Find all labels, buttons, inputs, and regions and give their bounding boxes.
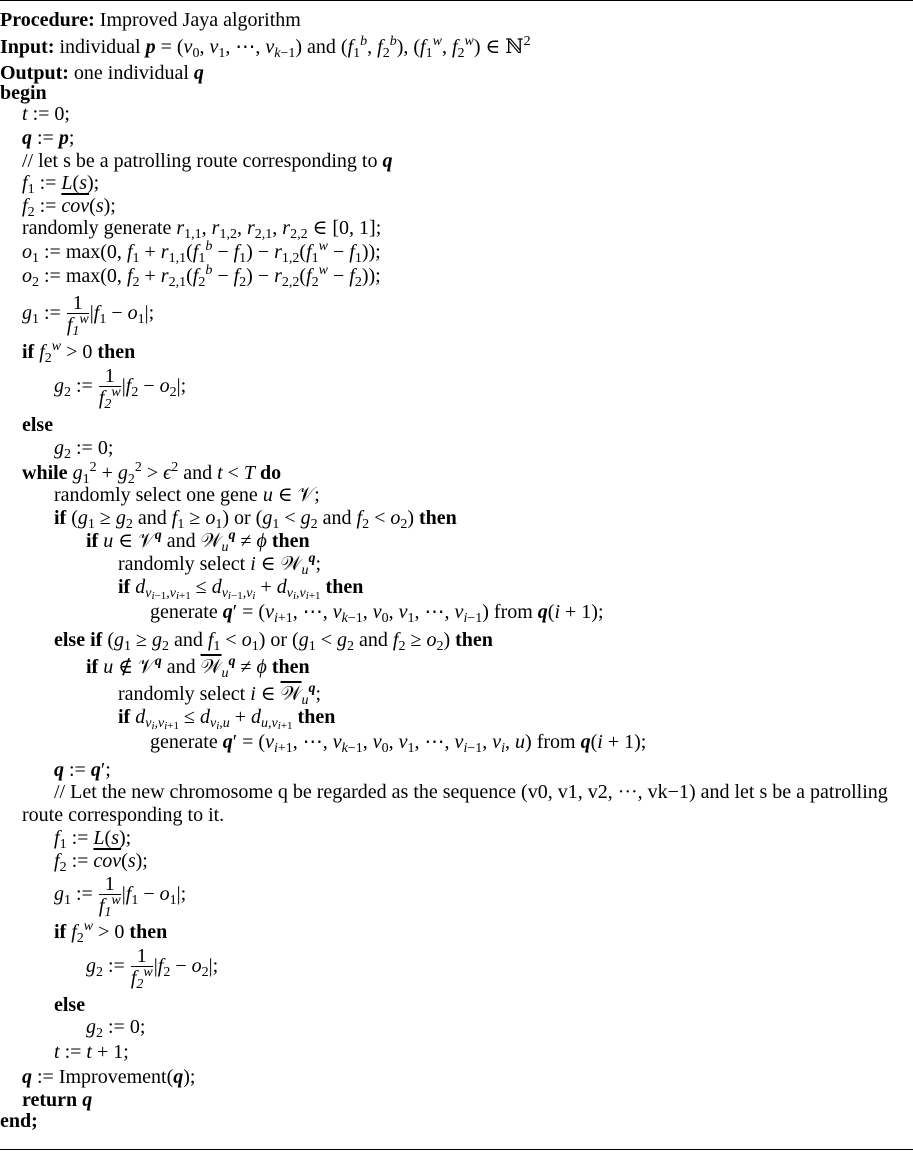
output-text: one individual (73, 62, 189, 84)
kw-if: if (86, 656, 99, 678)
if-f2w-2: if $f_2^w > 0$ then (54, 919, 168, 946)
if-u-not-in-vq: if u ∉ 𝒱$^q$ and 𝒲$_u^q$ ≠ ϕ then (86, 654, 310, 681)
else-if-condition: else if ($g_1 \ge g_2$ and $f_1 < o_1$) or ($g_1 < g_2$ and $f_2 \ge o_2$) then (54, 629, 493, 654)
stmt-generate-2: generate $q' = (v_{i+1}$, ⋯, $v_{k-1}$, $v_0$, $v_1$, ⋯, $v_{i-1}$, $v_i$, u) from q(i + 1); (150, 731, 647, 756)
generate-text: generate (150, 601, 218, 623)
procedure-label: Procedure: (0, 9, 95, 31)
comment-2-text: // Let the new chromosome q be regarded as the sequence (v0, v1, v2, ···, vk−1) and let s be a patrolling route corresponding to it. (22, 781, 888, 826)
end-keyword: end; (0, 1110, 38, 1132)
from-text: from (536, 731, 576, 753)
comment-chromosome (22, 781, 910, 827)
kw-if: if (54, 921, 67, 943)
and-text: and (173, 629, 203, 651)
stmt-f2-2: $f_2$ := $\overline{cov}(s)$; (54, 850, 148, 875)
kw-then: then (325, 576, 364, 598)
begin-keyword: begin (0, 82, 47, 104)
stmt-f2: $f_2$ := $\overline{cov}(s)$; (22, 195, 116, 220)
stmt-return: return q (22, 1089, 93, 1111)
stmt-improvement: q := Improvement(q); (22, 1066, 196, 1088)
stmt-o2: $o_2$ := max(0, $f_2 + r_{2,1}(f_2^b - f_2) - r_{2,2}(f_2^w - f_2)$); (22, 263, 381, 290)
kw-if: if (54, 507, 67, 529)
kw-then: then (297, 706, 336, 728)
if-distance-1: if $d_{v_{i-1},v_{i+1}} \le d_{v_{i-1},v_i} + d_{v_i,v_{i+1}}$ then (118, 576, 364, 602)
output-label: Output: (0, 62, 69, 84)
stmt-f1-2: $f_1$ := L(s); (54, 827, 132, 852)
stmt-random-r: randomly generate $r_{1,1}$, $r_{1,2}$, $r_{2,1}$, $r_{2,2}$ ∈ [0, 1]; (22, 217, 382, 242)
stmt-g2: $g_2$ := $\frac{1}{f_2^w}$ $|f_2 - o_2|$; (54, 365, 187, 412)
improvement-text: Improvement (58, 1066, 167, 1088)
kw-then: then (97, 341, 136, 363)
select-text: randomly select (118, 553, 246, 575)
output-line: Output: one individual q (0, 62, 204, 84)
if-u-in-vq: if u ∈ 𝒱$^q$ and 𝒲$_u^q$ ≠ ϕ then (86, 528, 310, 555)
stmt-q-assign: q := p; (22, 127, 75, 149)
stmt-g1: $g_1$ := $\frac{1}{f_1^w}$ $|f_1 - o_1|$; (22, 292, 155, 339)
comment-text: // let s be a patrolling route corresponding to (22, 150, 378, 172)
stmt-t-increment: t := t + 1; (54, 1041, 129, 1063)
or-text: or (233, 507, 251, 529)
if-distance-2: if $d_{v_i,v_{i+1}} \le d_{v_i,u} + d_{u,v_{i+1}}$ then (118, 706, 336, 732)
kw-if: if (86, 530, 99, 552)
and-text: and (166, 656, 196, 678)
kw-else-if: else if (54, 629, 103, 651)
stmt-generate-1: generate $q' = (v_{i+1}$, ⋯, $v_{k-1}$, $v_0$, $v_1$, ⋯, $v_{i-1}$) from q(i + 1); (150, 601, 604, 626)
and-text: and (183, 462, 213, 484)
kw-then: then (271, 530, 310, 552)
and-text: and (166, 530, 196, 552)
input-line: Input: individual $p = (v_0$, $v_1$, ⋯, $v_{k-1}$) and ($f_1^b$, $f_2^b$), ($f_1^w$, $f_2^w$) ∈ ℕ$^2$ (0, 34, 531, 61)
from-text: from (493, 601, 533, 623)
procedure-line (0, 9, 301, 31)
top-rule (0, 0, 913, 1)
bottom-rule (0, 1149, 913, 1150)
and-text: and (322, 507, 352, 529)
kw-then: then (271, 656, 310, 678)
input-text: individual (59, 36, 141, 58)
stmt-g2-2: $g_2$ := $\frac{1}{f_2^w}$ $|f_2 - o_2|$; (86, 945, 219, 992)
kw-if: if (118, 576, 131, 598)
stmt-select-i: randomly select i ∈ 𝒲$_u^q$; (118, 551, 322, 578)
select-gene-text: randomly select one gene (54, 484, 258, 506)
kw-else: else (22, 414, 54, 436)
while-loop: while $g_1^2 + g_2^2 > \epsilon^2$ and t < T do (22, 460, 282, 487)
select-text: randomly select (118, 683, 246, 705)
kw-then: then (455, 629, 493, 651)
kw-while: while (22, 462, 68, 484)
stmt-t-init: t := 0; (22, 103, 70, 125)
input-and: and (307, 36, 336, 58)
kw-if: if (118, 706, 131, 728)
stmt-select-gene: randomly select one gene u ∈ 𝒱; (54, 484, 320, 506)
or-text: or (270, 629, 288, 651)
if-condition-1: if ($g_1 \ge g_2$ and $f_1 \ge o_1$) or ($g_1 < g_2$ and $f_2 < o_2$) then (54, 507, 457, 532)
kw-do: do (260, 462, 282, 484)
procedure-name: Improved Jaya algorithm (99, 9, 301, 31)
stmt-g2-zero: $g_2$ := 0; (54, 437, 114, 462)
stmt-g2-zero-2: $g_2$ := 0; (86, 1016, 146, 1041)
input-label: Input: (0, 36, 55, 58)
stmt-f1: $f_1$ := L(s); (22, 172, 100, 197)
kw-return: return (22, 1089, 78, 1111)
stmt-select-i-2: randomly select i ∈ 𝒲$_u^q$; (118, 681, 322, 708)
comment-route: // let s be a patrolling route corresponding to q (22, 150, 393, 172)
if-f2w: if $f_2^w > 0$ then (22, 339, 136, 366)
stmt-q-update: q := q′; (54, 759, 111, 781)
kw-else-2: else (54, 994, 86, 1016)
stmt-g1-2: $g_1$ := $\frac{1}{f_1^w}$ $|f_1 - o_1|$; (54, 873, 187, 920)
random-generate-text: randomly generate (22, 217, 172, 239)
kw-if: if (22, 341, 35, 363)
generate-text: generate (150, 731, 218, 753)
kw-then: then (419, 507, 457, 529)
kw-then: then (129, 921, 168, 943)
and-text: and (137, 507, 167, 529)
and-text: and (359, 629, 388, 651)
stmt-o1: $o_1$ := max(0, $f_1 + r_{1,1}(f_1^b - f_1) - r_{1,2}(f_1^w - f_1)$); (22, 239, 381, 266)
